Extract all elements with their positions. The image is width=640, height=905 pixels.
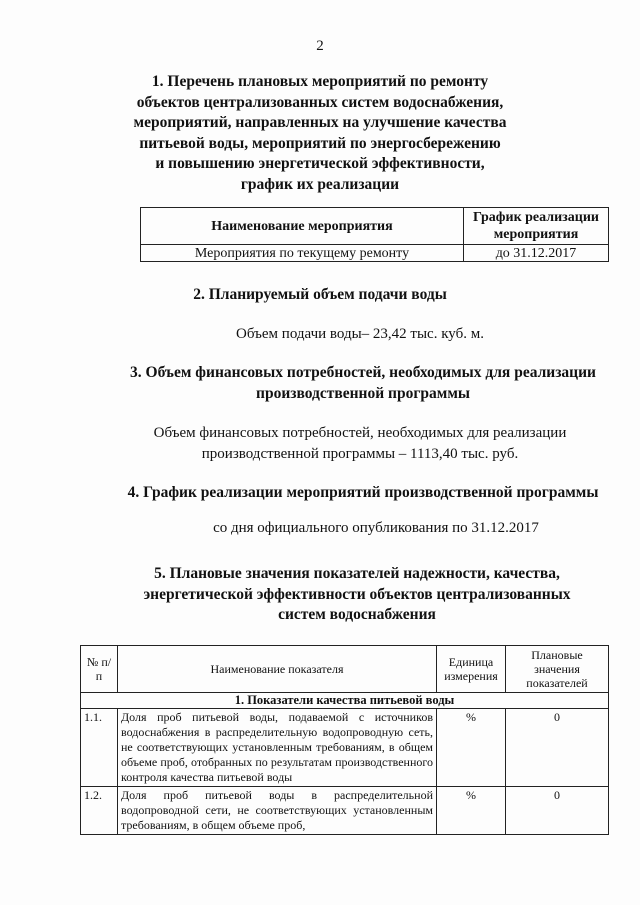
section1-title-line: график их реализации	[240, 175, 400, 193]
section3-title-line: 3. Объем финансовых потребностей, необходимых для реализации	[130, 364, 596, 381]
indicators-header-number: № п/п	[81, 646, 118, 693]
page-number: 2	[316, 38, 324, 54]
indicator-name: Доля проб питьевой воды, подаваемой с источников водоснабжения в распределительную водопроводную сеть, не соответствующих установленным требованиям, в общем объеме проб, отобранных по результатам производственного контроля качества питьевой воды	[118, 709, 437, 787]
section4-text: со дня официального опубликования по 31.12.2017	[213, 520, 539, 536]
activities-table	[140, 207, 609, 262]
section5-title	[0, 564, 640, 626]
indicators-header-name: Наименование показателя	[118, 646, 437, 693]
indicator-unit: %	[437, 787, 506, 835]
table-row	[81, 709, 609, 787]
indicator-number: 1.2.	[81, 787, 118, 835]
section2-title: 2. Планируемый объем подачи воды	[193, 286, 447, 303]
section1-title-line: мероприятий, направленных на улучшение качества	[133, 114, 507, 131]
section2-text: Объем подачи воды– 23,42 тыс. куб. м.	[236, 326, 484, 342]
section5-title-line: 5. Плановые значения показателей надежности, качества,	[154, 565, 560, 582]
activities-header-schedule: График реализации мероприятия	[464, 208, 609, 245]
section3-text-line: производственной программы – 1113,40 тыс. руб.	[201, 446, 519, 462]
indicator-name: Доля проб питьевой воды в распределительной водопроводной сети, не соответствующих установленным требованиям, в общем объеме проб,	[118, 787, 437, 835]
activity-name-cell: Мероприятия по текущему ремонту	[141, 245, 464, 262]
indicator-number: 1.1.	[81, 709, 118, 787]
section1-title	[0, 72, 640, 195]
section4-title: 4. График реализации мероприятий производственной программы	[127, 484, 599, 501]
indicator-value: 0	[506, 709, 609, 787]
section1-title-line: объектов централизованных систем водоснабжения,	[136, 93, 504, 111]
section5-title-line: энергетической эффективности объектов централизованных	[143, 585, 571, 603]
section3-title	[0, 363, 640, 404]
activities-header-name: Наименование мероприятия	[141, 208, 464, 245]
section3-title-line: производственной программы	[256, 384, 470, 402]
section1-title-line: 1. Перечень плановых мероприятий по ремонту	[151, 73, 489, 90]
section5-title-line: систем водоснабжения	[278, 606, 436, 623]
indicator-unit: %	[437, 709, 506, 787]
section3-text-line: Объем финансовых потребностей, необходимых для реализации	[153, 425, 567, 441]
indicator-value: 0	[506, 787, 609, 835]
indicators-table	[80, 645, 609, 835]
activity-schedule-cell: до 31.12.2017	[464, 245, 609, 262]
section1-title-line: питьевой воды, мероприятий по энергосбережению	[139, 134, 501, 152]
section1-title-line: и повышению энергетической эффективности,	[155, 155, 485, 172]
indicators-subheader: 1. Показатели качества питьевой воды	[81, 693, 609, 709]
table-row	[81, 787, 609, 835]
table-row	[141, 245, 609, 262]
section3-text	[0, 423, 640, 465]
indicators-header-value: Плановые значения показателей	[506, 646, 609, 693]
indicators-header-unit: Единица измерения	[437, 646, 506, 693]
